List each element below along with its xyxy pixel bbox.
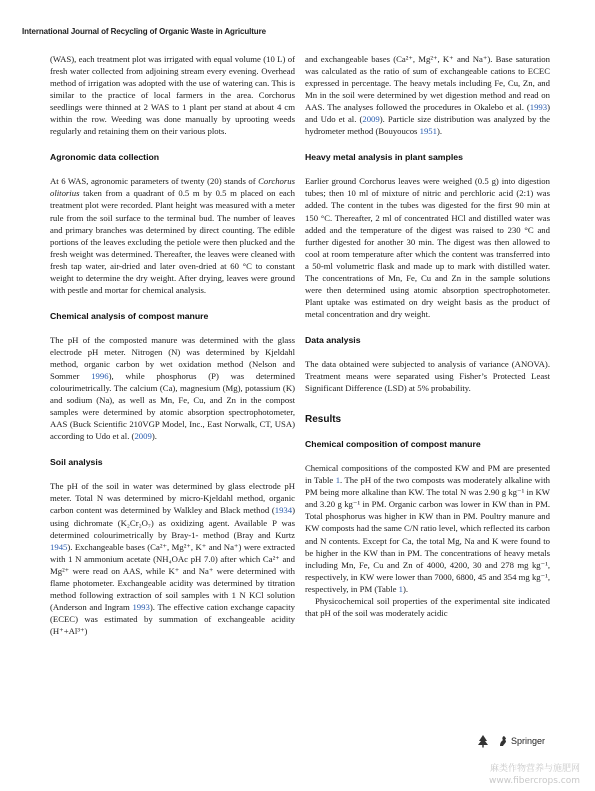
heading-data-analysis: Data analysis — [305, 334, 361, 345]
heading-results: Results — [305, 414, 342, 426]
text: and exchangeable bases (Ca²⁺, Mg²⁺, K⁺ and Na⁺). Base saturation was calculated as the ratio of sum of exchangeable cations to ECEC expressed in percentage. The heavy metals including Fe, Cu, Zn, and Mn in the soil were determined by wet digestion method and read on AAS. The analyses followed the procedures in Okalebo et al. ( — [305, 54, 550, 113]
paragraph-agronomic — [50, 175, 295, 295]
paragraph-heavy-metal: Earlier ground Corchorus leaves were weighed (0.5 g) into digestion tubes; then 10 ml of mixture of nitric and perchloric acid (2:1) was added. The content in the tubes was digested for the first 90 min at 150 °C. Thereafter, 2 ml of concentrated HCl and distilled water was added and the temperature of the digest was raised to 230 °C and further digested for another 30 min. The digest was then allowed to cool at room temperature after which the content was transferred into a 50-ml volumetric flask and made up to mark with distilled water. The concentrations of Mn, Fe, Cu and Zn in the sample solutions were then determined using atomic absorption spectrophotometer. Plant uptake was estimated on dry weight basis as the product of metal concentration and dry weight. — [305, 176, 550, 319]
springer-logo — [498, 735, 545, 747]
text: ). Particle size distribution was analyzed by the hydrometer method (Bouyoucos — [305, 114, 550, 137]
springer-horse-icon — [498, 735, 508, 747]
citation-link[interactable]: 1993 — [529, 102, 548, 113]
paragraph-soil-analysis — [50, 480, 295, 637]
table-link[interactable]: 1 — [335, 475, 341, 486]
watermark-line: 麻类作物营养与施肥网 — [489, 764, 580, 774]
species-name: Corchorus olitorius — [50, 176, 295, 199]
text: taken from a quadrant of 0.5 m by 0.5 m placed on each treatment plot were recorded. Plant height was measured with a meter rule from the soil surface to the terminal bud. The number of leaves and primary branches was determined by direct counting. The edible portions of the leaves excluding the petiole were then plucked and the fresh weight was determined. Thereafter, the leaves were cleaned with fresh tap water, air-dried and later oven-dried at 60 °C to constant weight to determine the dry weight. After drying, leaves were ground with pestle and mortar for chemical analysis. — [50, 188, 295, 295]
citation-link[interactable]: 1945 — [50, 541, 68, 552]
text: ) and Udo et al. ( — [305, 102, 550, 125]
watermark — [420, 763, 580, 787]
heading-heavy-metal: Heavy metal analysis in plant samples — [305, 152, 463, 163]
text: ). Exchangeable bases (Ca²⁺, Mg²⁺, K⁺ and Na⁺) were extracted with 1 N ammonium acetate (NH₄OAc pH 7.0) after which Ca²⁺ and Mg²⁺ were read on AAS, while K⁺ and Na⁺ were determined with flame photometer. Exchangeable acidity was determined by titration method following extraction of soil samples with 1 N KCl solution (Anderson and Ingram — [50, 541, 295, 612]
paragraph-chemical-composition — [305, 462, 550, 595]
page-footer — [476, 734, 545, 748]
text: . The pH of the two composts was moderately alkaline with PM being more alkaline than KW. The total N was 2.90 g kg⁻¹ in KW and 3.20 g kg⁻¹ in PM. Organic carbon was lower in KW than in PM. Total phosphorus was higher in KW than in PM. Poultry manure and KW composts had the same C/N ratio level, which reflected its carbon and N contents. Except for Ca, the total Mg, Na and K were found to be higher in the KW than in PM. The concentrations of heavy metals including Mn, Fe, Cu and Zn of 4000, 4200, 30 and 278 mg kg⁻¹, respectively, in KW were lower than 7000, 6800, 45 and 354 mg kg⁻¹, respectively, in PM (Table — [305, 475, 550, 594]
text: The pH of the soil in water was determined by glass electrode pH meter. Total N was determined by micro-Kjeldahl method, organic carbon content was determined by Walkley and Black method ( — [50, 481, 295, 516]
paragraph-exchangeable-bases — [305, 53, 550, 137]
heading-agronomic: Agronomic data collection — [50, 152, 160, 163]
paragraph-chemical-analysis — [50, 334, 295, 442]
text: ) using dichromate (K₂Cr₂O₇) as oxidizing agent. Available P was determined colourimetrically by Bray-1- method (Bray and Kurtz — [50, 505, 295, 540]
left-column — [50, 53, 295, 637]
citation-link[interactable]: 2009 — [134, 431, 152, 442]
text: At 6 WAS, agronomic parameters of twenty (20) stands of — [50, 176, 259, 187]
text: Chemical compositions of the composted KW and PM are presented in Table — [305, 463, 550, 486]
text: ). — [151, 431, 157, 442]
text: ), while phosphorus (P) was determined colourimetrically. The calcium (Ca), magnesium (Mg), potassium (K) and sodium (Na), as well as Mn, Fe, Cu, and Zn in the compost samples were determined by atomic absorption spectrophotometer, AAS (Buck Scientific 210VGP Model, Inc., East Norwalk, CT, USA) according to Udo et al. ( — [50, 371, 295, 442]
citation-link[interactable]: 1951 — [419, 126, 437, 137]
heading-chemical-composition: Chemical composition of compost manure — [305, 439, 481, 450]
citation-link[interactable]: 1934 — [274, 505, 293, 516]
heading-soil-analysis: Soil analysis — [50, 457, 103, 468]
text: ). — [402, 583, 409, 594]
table-link[interactable]: 1 — [398, 583, 403, 594]
citation-link[interactable]: 2009 — [362, 114, 380, 125]
paragraph-irrigation: (WAS), each treatment plot was irrigated with equal volume (10 L) of fresh water collected from adjoining stream every evening. Overhead method of irrigation was adopted with the use of watering can. This is similar to the practice of local farmers in the area. Corchorus seedlings were thinned at 2 WAS to 1 plant per stand at about 4 cm within the row. Weeding was done manually by uprooting weeds regularly and retaining them on their various plots. — [50, 54, 295, 137]
text: The pH of the composted manure was determined with the glass electrode pH meter. Nitrogen (N) was determined by Kjeldahl method, organic carbon by wet oxidation method (Nelson and Sommer — [50, 334, 295, 382]
publisher-name: Springer — [511, 736, 546, 746]
text: ). The effective cation exchange capacity (ECEC) was estimated by summation of exchangeable acidity (H⁺+Al³⁺) — [50, 601, 295, 636]
text: ). — [436, 126, 443, 137]
watermark-url: www.fibercrops.com — [489, 776, 580, 786]
heading-chemical-analysis: Chemical analysis of compost manure — [50, 310, 209, 321]
paragraph-physicochemical: Physicochemical soil properties of the experimental site indicated that pH of the soil was moderately acidic — [305, 595, 550, 618]
paragraph-data-analysis: The data obtained were subjected to analysis of variance (ANOVA). Treatment means were separated using Fisher’s Protected Least Significant Difference (LSD) at 5% probability. — [305, 358, 550, 394]
journal-header: International Journal of Recycling of Organic Waste in Agriculture — [22, 27, 266, 36]
citation-link[interactable]: 1993 — [132, 601, 150, 612]
tree-icon — [476, 734, 490, 748]
citation-link[interactable]: 1996 — [91, 371, 109, 382]
right-column — [305, 53, 550, 619]
